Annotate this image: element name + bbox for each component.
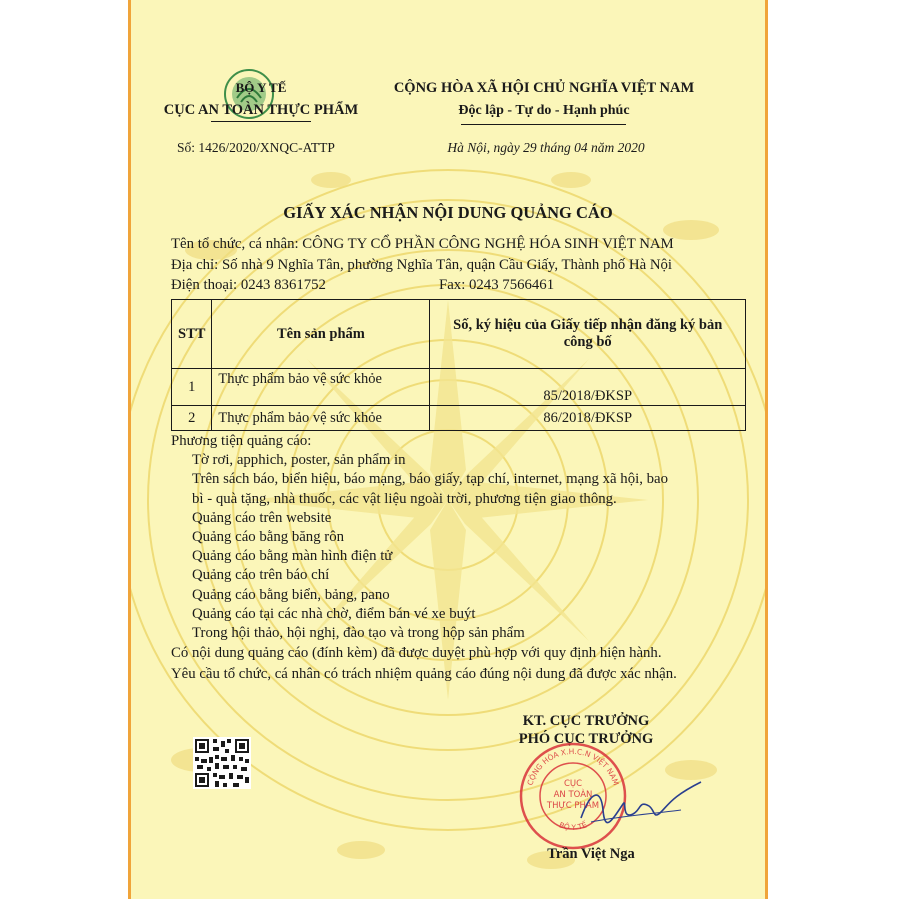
media-section (171, 432, 677, 685)
media-item: Tờ rơi, apphich, poster, sản phẩm in (192, 452, 406, 469)
seal-center-text: AN TOÀN (553, 790, 593, 800)
table-row (172, 406, 746, 431)
signer-title-1: KT. CỤC TRƯỞNG (522, 713, 650, 729)
row-2-product: Thực phẩm bảo vệ sức khỏe (212, 406, 430, 431)
organization-fax: Fax: 0243 7566461 (439, 277, 555, 293)
header-stt: STT (172, 300, 212, 369)
agency-name: CỤC AN TOÀN THỰC PHẨM (163, 102, 359, 118)
certificate-page (128, 0, 768, 899)
table-header-row (172, 300, 746, 369)
agency-underline (211, 121, 311, 122)
seal-ring-bottom-text: BỘ Y TẾ (557, 820, 589, 833)
row-2-stt: 2 (172, 406, 212, 431)
signer-title-2: PHÓ CỤC TRƯỞNG (518, 731, 654, 747)
seal-center-text: THỰC PHẨM (546, 801, 600, 811)
seal-ring-top-text: CỘNG HÒA X.H.C.N VIỆT NAM (525, 746, 621, 787)
document-number: Số: 1426/2020/XNQC-ATTP (177, 140, 335, 155)
media-item: Trên sách báo, biển hiệu, báo mạng, báo giấy, tạp chí, internet, mạng xã hội, bao (192, 471, 668, 488)
place-date: Hà Nội, ngày 29 tháng 04 năm 2020 (447, 140, 645, 155)
signer-name: Trần Việt Nga (547, 846, 635, 862)
media-item: Quảng cáo bằng màn hình điện tử (192, 548, 393, 565)
organization-phone: Điện thoại: 0243 8361752 (171, 277, 326, 293)
approval-note: Có nội dung quảng cáo (đính kèm) đã được duyệt phù hợp với quy định hiện hành. (171, 645, 662, 662)
seal-center-text: CỤC (563, 779, 583, 789)
media-item: Quảng cáo trên báo chí (192, 567, 330, 584)
media-item: Quảng cáo tại các nhà chờ, điểm bán vé xe buýt (192, 605, 476, 622)
row-1-product: Thực phẩm bảo vệ sức khỏe (212, 369, 430, 406)
product-table (171, 299, 746, 431)
row-1-number: 85/2018/ĐKSP (430, 369, 746, 406)
media-item: Trong hội thảo, hội nghị, đào tạo và trong hộp sản phẩm (192, 625, 525, 642)
header-product: Tên sản phẩm (212, 300, 430, 369)
country-name: CỘNG HÒA XÃ HỘI CHỦ NGHĨA VIỆT NAM (393, 80, 695, 96)
row-2-number: 86/2018/ĐKSP (430, 406, 746, 431)
organization-address: Địa chỉ: Số nhà 9 Nghĩa Tân, phường Nghĩa Tân, quận Cầu Giấy, Thành phố Hà Nội (171, 257, 673, 273)
responsibility-note: Yêu cầu tổ chức, cá nhân có trách nhiệm quảng cáo đúng nội dung đã được xác nhận. (171, 666, 677, 683)
media-item: bì - quà tặng, nhà thuốc, các vật liệu ngoài trời, phương tiện giao thông. (192, 490, 617, 507)
media-item: Quảng cáo trên website (192, 509, 332, 526)
handwritten-signature (561, 770, 711, 840)
header-registration-number: Số, ký hiệu của Giấy tiếp nhận đăng ký bản công bố (430, 300, 746, 369)
media-item: Quảng cáo bằng biển, bảng, pano (192, 586, 390, 603)
national-motto: Độc lập - Tự do - Hạnh phúc (458, 103, 630, 118)
media-heading: Phương tiện quảng cáo: (171, 433, 312, 449)
organization-name: Tên tổ chức, cá nhân: CÔNG TY CỔ PHẦN CÔNG NGHỆ HÓA SINH VIỆT NAM (171, 236, 674, 252)
ministry-name: BỘ Y TẾ (235, 80, 287, 95)
document-title: GIẤY XÁC NHẬN NỘI DUNG QUẢNG CÁO (283, 203, 613, 222)
qr-code (193, 737, 251, 789)
motto-underline (461, 124, 626, 125)
row-1-stt: 1 (172, 369, 212, 406)
media-item: Quảng cáo bằng băng rôn (192, 529, 345, 546)
table-row (172, 369, 746, 406)
